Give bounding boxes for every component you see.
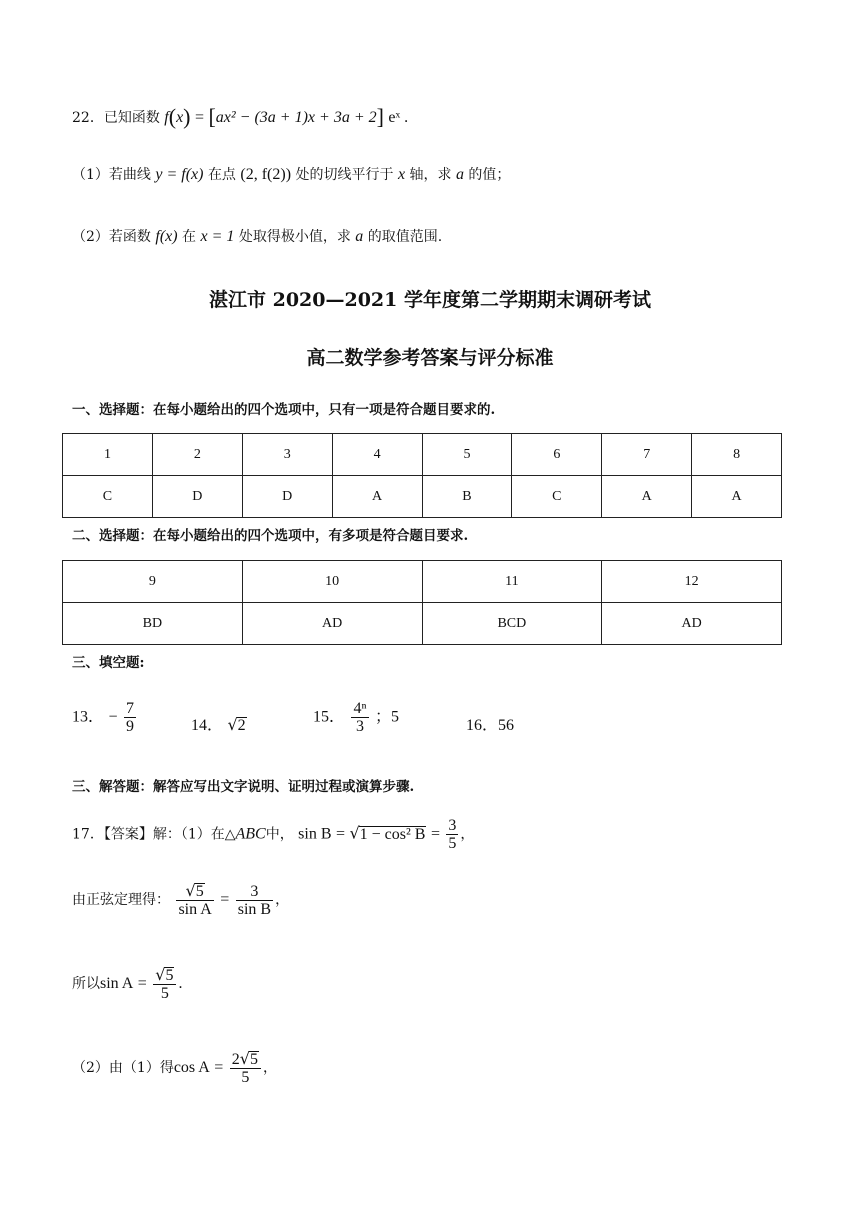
table1-number: 2: [152, 434, 242, 476]
law-num1-radicand: 5: [195, 883, 204, 900]
fill-q16: 16．56: [466, 717, 515, 734]
document-subtitle: 高二数学参考答案与评分标准: [306, 347, 554, 369]
p2-den: 5: [241, 1069, 250, 1086]
table1-answer: C: [512, 476, 602, 518]
q22-part1-a: a: [455, 166, 464, 183]
so-den: 5: [160, 985, 169, 1002]
q22-body: ax² − (3a + 1)x + 3a + 2: [215, 109, 377, 126]
q13-numerator: 7: [125, 700, 134, 717]
section3-heading: 三、填空题:: [72, 655, 145, 671]
q22-eq: =: [194, 109, 204, 126]
table1-answer: C: [63, 476, 153, 518]
table2-answer: AD: [242, 603, 422, 645]
table1-number: 6: [512, 434, 602, 476]
table2-answer: BD: [63, 603, 243, 645]
sqrt-icon: √: [155, 965, 166, 984]
table1-answer-row: [63, 476, 782, 518]
section4-heading: 三、解答题：解答应写出文字说明、证明过程或演算步骤.: [72, 779, 415, 795]
q22-part1-axis: x: [397, 166, 406, 183]
q22-part1-point-prefix: 在点: [207, 167, 236, 183]
law-num1: [176, 882, 213, 901]
p2-prefix: （2）由（1）得: [72, 1060, 174, 1076]
q22-part1-point: (2, f(2)): [240, 166, 292, 183]
q17-label: 17．【答案】解：（1）在△: [72, 826, 236, 843]
law-eq: =: [220, 891, 230, 908]
law-den1: sin A: [178, 901, 212, 918]
q22-part1-end: 轴，求: [409, 167, 452, 183]
q15-tail: ；5: [374, 708, 399, 726]
p2-num-coef: 2: [231, 1051, 240, 1068]
fill-q14: [191, 712, 247, 735]
q14-label: 14．: [191, 717, 224, 734]
q17-part2: [72, 1050, 277, 1086]
law-fraction-2: [236, 883, 273, 918]
q17-triangle: ABC: [235, 825, 266, 843]
q17-sinb: [298, 826, 331, 843]
table1-answer: A: [692, 476, 782, 518]
q17-denominator: 5: [448, 835, 457, 852]
table1-answer: B: [422, 476, 512, 518]
law-num2: 3: [236, 883, 273, 901]
q17-fraction: [446, 817, 458, 852]
table1-answer: D: [152, 476, 242, 518]
table2-number: 9: [63, 561, 243, 603]
answer-table-2: [62, 560, 782, 645]
p2-eq: =: [214, 1059, 224, 1076]
document-title: 湛江市 2020—2021 学年度第二学期期末调研考试: [209, 289, 651, 311]
q22-part1-suffix: 处的切线平行于: [295, 167, 394, 183]
q17-line1: [72, 817, 474, 852]
q15-fraction: [351, 700, 368, 735]
table1-number: 7: [602, 434, 692, 476]
q22-func: f: [164, 109, 169, 126]
law-fraction-1: [176, 882, 213, 918]
so-eq: =: [137, 975, 147, 992]
q17-eq2: =: [430, 825, 440, 843]
q22-part2-a: a: [355, 228, 364, 245]
so-num: [153, 966, 176, 985]
q22-part1-prefix: （1）若曲线: [72, 167, 151, 183]
q14-radicand: 2: [237, 717, 246, 734]
p2-lhs: cos A: [173, 1059, 210, 1076]
q22-statement: 22．已知函数 f(x) = [ax² − (3a + 1)x + 3a + 2] eˣ .: [72, 104, 409, 129]
q13-sign: −: [108, 708, 118, 726]
q17-radicand: 1 − cos² B: [359, 825, 426, 843]
q22-part2-mid: 处取得极小值，求: [238, 229, 351, 245]
section2-heading: 二、选择题：在每小题给出的四个选项中，有多项是符合题目要求.: [72, 528, 469, 544]
so-lhs: sin A: [100, 975, 134, 992]
table1-number: 4: [332, 434, 422, 476]
q17-sinb-text: sin B: [298, 825, 332, 843]
q22-tail: eˣ .: [388, 109, 409, 126]
q22-label: 22．已知函数: [72, 110, 160, 126]
table1-number-row: [63, 434, 782, 476]
sqrt-icon: √: [349, 823, 360, 843]
sqrt-icon: √: [239, 1049, 250, 1068]
law-comma: ，: [275, 892, 290, 908]
table2-answer-row: [63, 603, 782, 645]
law-den2: sin B: [237, 900, 272, 918]
q22-part2-prefix: （2）若函数: [72, 229, 151, 245]
table2-number: 11: [422, 561, 602, 603]
q13-fraction: [124, 700, 136, 735]
q22-part2: [72, 226, 442, 246]
fill-q13: [72, 700, 138, 735]
q22-part1: [72, 164, 510, 184]
p2-end: ，: [262, 1060, 277, 1076]
q15-label: 15．: [313, 708, 346, 726]
answer-table-1: [62, 433, 782, 518]
q17-comma: ，: [460, 826, 475, 843]
q22-part2-cond: x = 1: [200, 228, 235, 245]
table1-number: 3: [242, 434, 332, 476]
p2-fraction: [230, 1050, 261, 1086]
q22-part2-at: 在: [182, 229, 197, 245]
table1-number: 8: [692, 434, 782, 476]
q17-eq: =: [335, 825, 345, 843]
q13-label: 13．: [72, 708, 105, 726]
q15-denominator: 3: [355, 718, 364, 735]
p2-num: [230, 1050, 261, 1069]
q22-part1-curve: y = f(x): [155, 166, 204, 183]
table2-number: 10: [242, 561, 422, 603]
p2-num-radicand: 5: [249, 1051, 258, 1068]
q13-denominator: 9: [125, 718, 134, 735]
q22-part2-fx: f(x): [155, 228, 178, 245]
q17-in: 中，: [265, 826, 294, 843]
table2-number-row: [63, 561, 782, 603]
table1-number: 5: [422, 434, 512, 476]
sqrt-icon: √: [227, 715, 238, 734]
table2-answer: AD: [602, 603, 782, 645]
so-num-radicand: 5: [165, 967, 174, 984]
q17-so-line: [72, 966, 182, 1002]
law-prefix: 由正弦定理得：: [72, 892, 170, 908]
section1-heading: 一、选择题：在每小题给出的四个选项中，只有一项是符合题目要求的.: [72, 402, 496, 418]
table2-number: 12: [602, 561, 782, 603]
q22-part2-tail: 的取值范围.: [367, 229, 443, 245]
table1-answer: A: [602, 476, 692, 518]
table1-answer: D: [242, 476, 332, 518]
so-fraction: [153, 966, 176, 1002]
table2-answer: BCD: [422, 603, 602, 645]
sqrt-icon: √: [185, 881, 196, 900]
fill-q15: [313, 700, 399, 735]
so-prefix: 所以: [72, 976, 100, 992]
table1-number: 1: [63, 434, 153, 476]
table1-answer: A: [332, 476, 422, 518]
q17-law-of-sines: [72, 882, 289, 918]
q17-numerator: 3: [448, 817, 457, 834]
q15-numerator: 4ⁿ: [353, 700, 367, 717]
so-end: .: [178, 975, 183, 992]
q22-part1-tail: 的值；: [468, 167, 511, 183]
